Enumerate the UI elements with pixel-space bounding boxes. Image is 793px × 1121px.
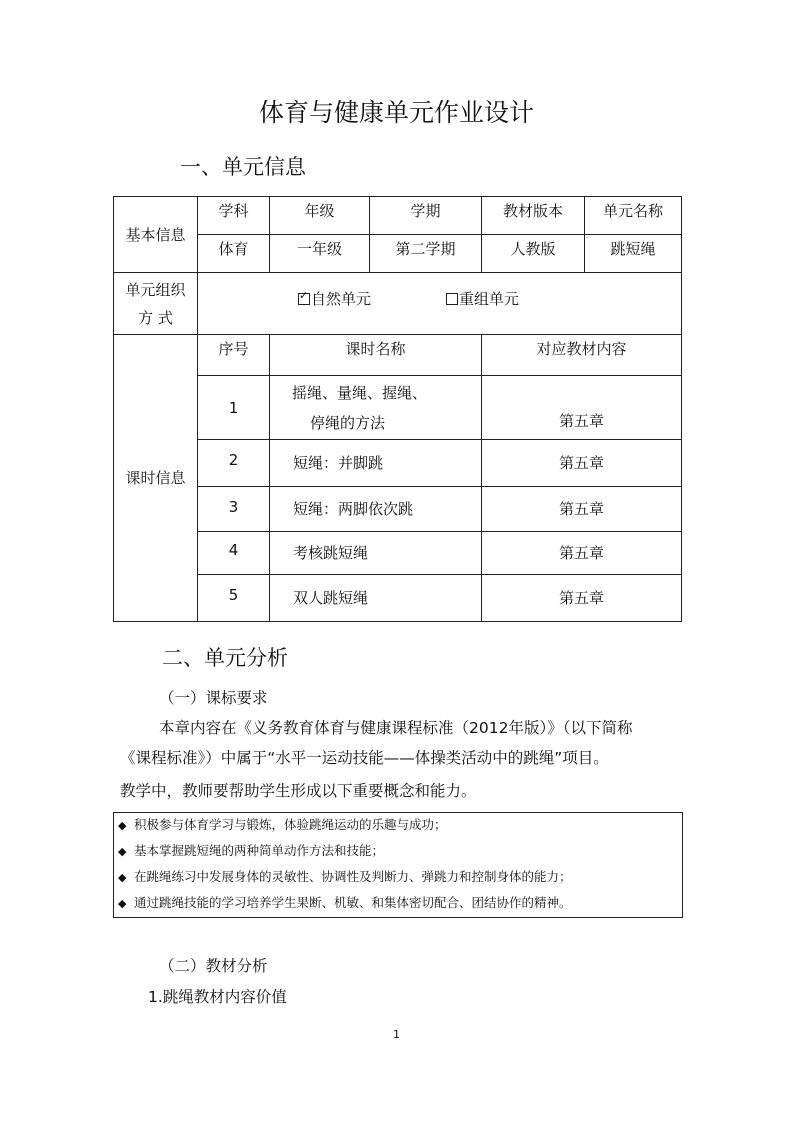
lesson-number: 2 xyxy=(198,440,270,487)
goal-item xyxy=(118,841,384,859)
diamond-bullet-icon: ◆ xyxy=(118,819,127,832)
value-unit-name: 跳短绳 xyxy=(585,235,682,273)
lesson-content: 第五章 xyxy=(482,376,682,440)
option-regrouped-unit[interactable] xyxy=(446,289,519,309)
lesson-number: 1 xyxy=(198,376,270,440)
document-title: 体育与健康单元作业设计 xyxy=(258,98,534,127)
lesson-name xyxy=(270,376,482,440)
section-heading-unit-analysis: 二、单元分析 xyxy=(162,646,288,670)
value-subject: 体育 xyxy=(198,235,270,273)
value-textbook-version: 人教版 xyxy=(482,235,585,273)
subheading-curriculum-requirements: （一）课标要求 xyxy=(159,689,268,707)
lesson-name: 短绳：两脚依次跳 xyxy=(270,487,482,532)
checkbox-unchecked-icon[interactable] xyxy=(446,293,458,305)
paragraph-line: 本章内容在《义务教育体育与健康课程标准（2012年版）》（以下简称 xyxy=(159,719,633,737)
checkbox-checked-icon[interactable]: ✓ xyxy=(298,293,310,305)
org-method-label xyxy=(114,273,198,335)
value-semester: 第二学期 xyxy=(370,235,482,273)
goal-text: 在跳绳练习中发展身体的灵敏性、协调性及判断力、弹跳力和控制身体的能力； xyxy=(134,869,572,884)
goal-item xyxy=(118,867,572,885)
lesson-number: 5 xyxy=(198,575,270,622)
header-textbook-version: 教材版本 xyxy=(482,197,585,235)
goal-item xyxy=(118,815,447,833)
unit-info-table xyxy=(113,196,682,622)
lesson-content: 第五章 xyxy=(482,487,682,532)
subheading-textbook-analysis: （二）教材分析 xyxy=(159,957,268,975)
diamond-bullet-icon: ◆ xyxy=(118,871,127,884)
lesson-name-line2: 停绳的方法 xyxy=(310,413,386,432)
paragraph-line: 《课程标准》）中属于“水平一运动技能——体操类活动中的跳绳”项目。 xyxy=(120,749,609,767)
lesson-header-content: 对应教材内容 xyxy=(482,335,682,376)
org-method-options xyxy=(198,273,682,335)
lesson-name-line1: 摇绳、量绳、握绳、 xyxy=(292,383,428,402)
lesson-number: 3 xyxy=(198,487,270,532)
subheading-content-value: 1.跳绳教材内容价值 xyxy=(148,988,287,1006)
paragraph-line: 教学中，教师要帮助学生形成以下重要概念和能力。 xyxy=(120,782,477,800)
value-grade: 一年级 xyxy=(270,235,370,273)
option-regrouped-unit-label: 重组单元 xyxy=(459,290,520,308)
diamond-bullet-icon: ◆ xyxy=(118,845,127,858)
goal-item xyxy=(118,893,572,911)
lesson-name: 短绳：并脚跳 xyxy=(270,440,482,487)
key-goals-box xyxy=(113,812,683,918)
page-number: 1 xyxy=(393,1028,400,1041)
org-method-label-line1: 单元组织 xyxy=(125,280,186,299)
lesson-name: 考核跳短绳 xyxy=(270,532,482,575)
header-grade: 年级 xyxy=(270,197,370,235)
option-natural-unit[interactable] xyxy=(298,289,371,309)
lesson-content: 第五章 xyxy=(482,532,682,575)
option-natural-unit-label: 自然单元 xyxy=(311,290,372,308)
org-method-label-line2: 方 式 xyxy=(138,308,173,327)
header-semester: 学期 xyxy=(370,197,482,235)
lesson-info-label: 课时信息 xyxy=(114,335,198,622)
basic-info-label: 基本信息 xyxy=(114,197,198,273)
lesson-content: 第五章 xyxy=(482,440,682,487)
goal-text: 通过跳绳技能的学习培养学生果断、机敏、和集体密切配合、团结协作的精神。 xyxy=(134,895,572,910)
goal-text: 积极参与体育学习与锻炼，体验跳绳运动的乐趣与成功； xyxy=(134,817,447,832)
lesson-content: 第五章 xyxy=(482,575,682,622)
header-unit-name: 单元名称 xyxy=(585,197,682,235)
diamond-bullet-icon: ◆ xyxy=(118,897,127,910)
lesson-header-name: 课时名称 xyxy=(270,335,482,376)
header-subject: 学科 xyxy=(198,197,270,235)
goal-text: 基本掌握跳短绳的两种简单动作方法和技能； xyxy=(134,843,385,858)
section-heading-unit-info: 一、单元信息 xyxy=(180,155,306,179)
lesson-name: 双人跳短绳 xyxy=(270,575,482,622)
lesson-number: 4 xyxy=(198,532,270,575)
lesson-header-number: 序号 xyxy=(198,335,270,376)
